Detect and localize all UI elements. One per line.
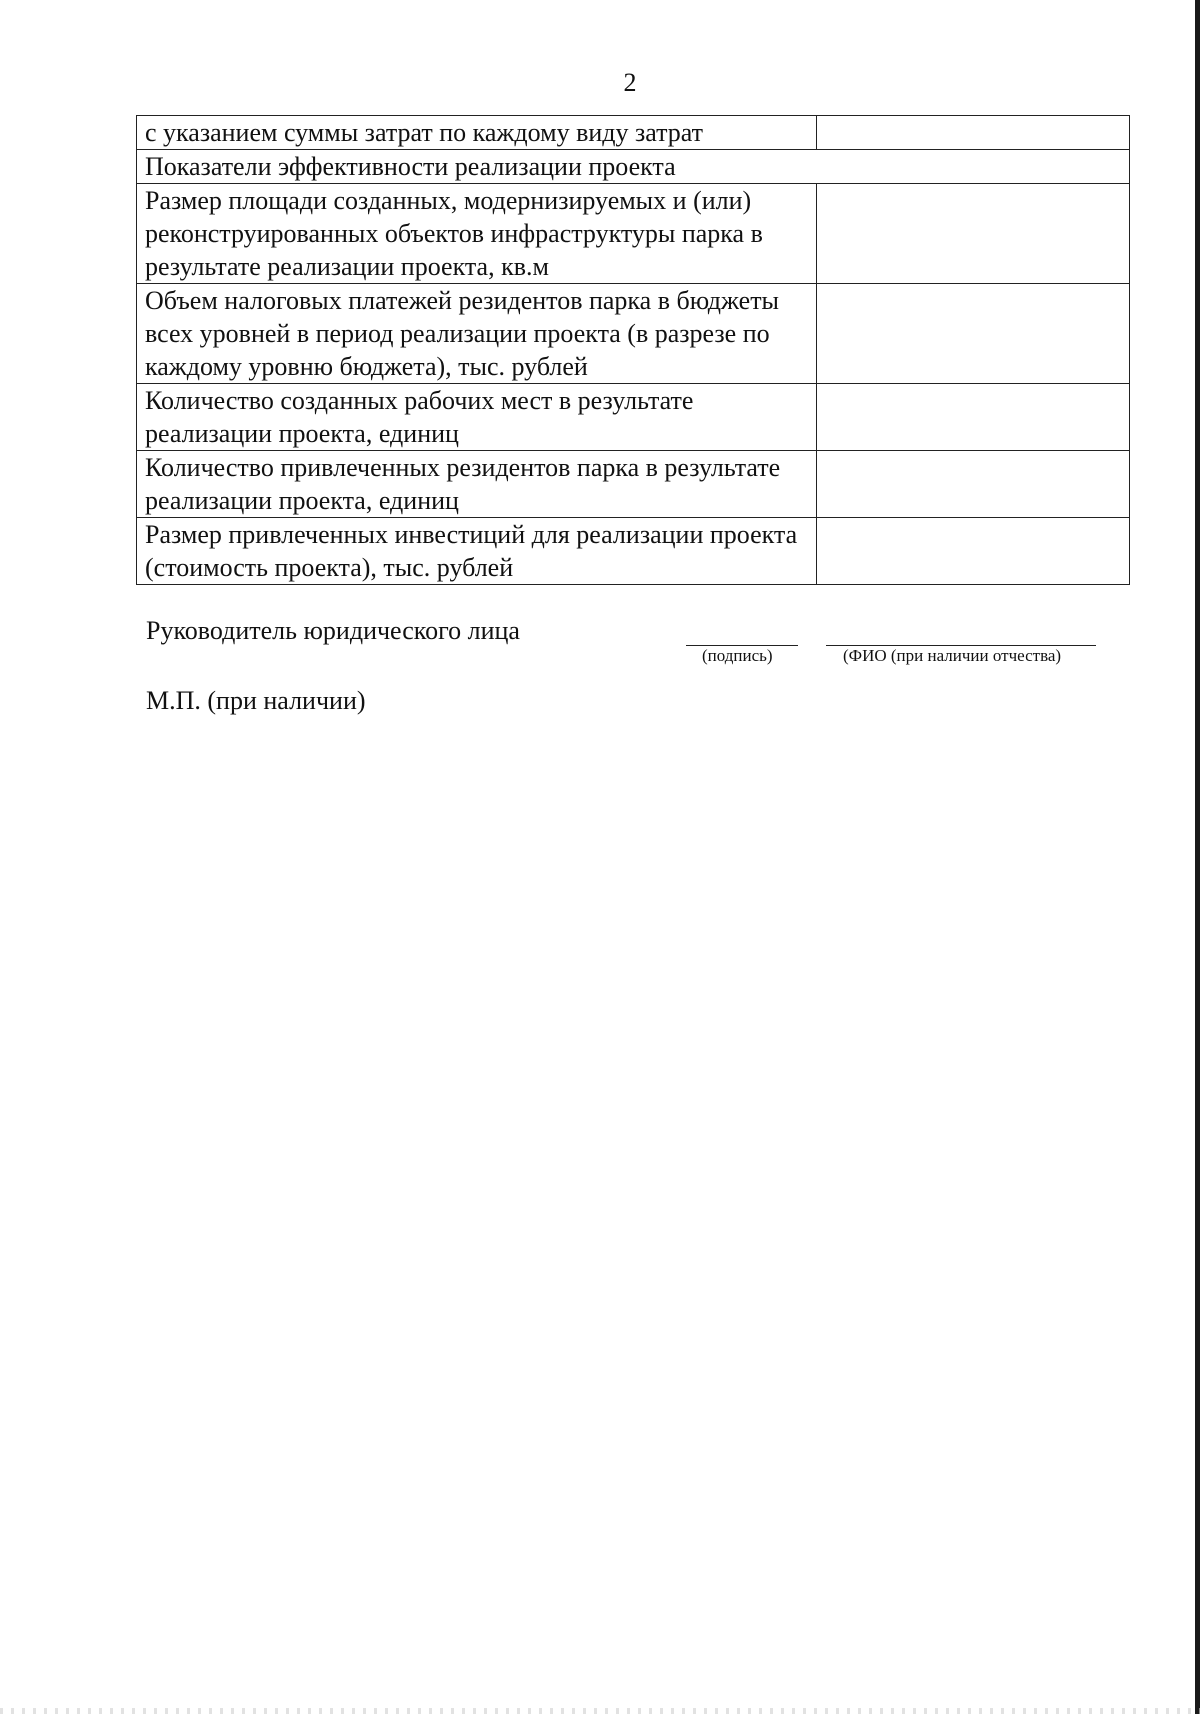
scan-edge (1195, 0, 1200, 1714)
table-row (137, 184, 1130, 284)
table-row (137, 116, 1130, 150)
page-number: 2 (623, 68, 637, 97)
signature-caption: (подпись) (702, 646, 773, 665)
table-row (137, 284, 1130, 384)
row-label: Количество созданных рабочих мест в результате реализации проекта, единиц (137, 384, 817, 451)
seal-note: М.П. (при наличии) (146, 686, 366, 715)
row-value (817, 451, 1130, 518)
row-value (817, 284, 1130, 384)
table-section-row (137, 150, 1130, 184)
row-label: Количество привлеченных резидентов парка в результате реализации проекта, единиц (137, 451, 817, 518)
indicators-table (136, 115, 1130, 585)
row-label: Объем налоговых платежей резидентов парка в бюджеты всех уровней в период реализации проекта (в разрезе по каждому уровню бюджета), тыс. рублей (137, 284, 817, 384)
row-value (817, 116, 1130, 150)
row-value (817, 518, 1130, 585)
row-label: Размер привлеченных инвестиций для реализации проекта (стоимость проекта), тыс. рублей (137, 518, 817, 585)
row-label: Размер площади созданных, модернизируемых и (или) реконструированных объектов инфраструктуры парка в результате реализации проекта, кв.м (137, 184, 817, 284)
row-label: с указанием суммы затрат по каждому виду затрат (137, 116, 817, 150)
signatory-title: Руководитель юридического лица (146, 616, 520, 645)
row-value (817, 184, 1130, 284)
table-row (137, 518, 1130, 585)
name-caption: (ФИО (при наличии отчества) (843, 646, 1062, 665)
table-row (137, 451, 1130, 518)
scan-noise (0, 1708, 1200, 1714)
table-row (137, 384, 1130, 451)
row-value (817, 384, 1130, 451)
section-heading: Показатели эффективности реализации проекта (137, 150, 1130, 184)
